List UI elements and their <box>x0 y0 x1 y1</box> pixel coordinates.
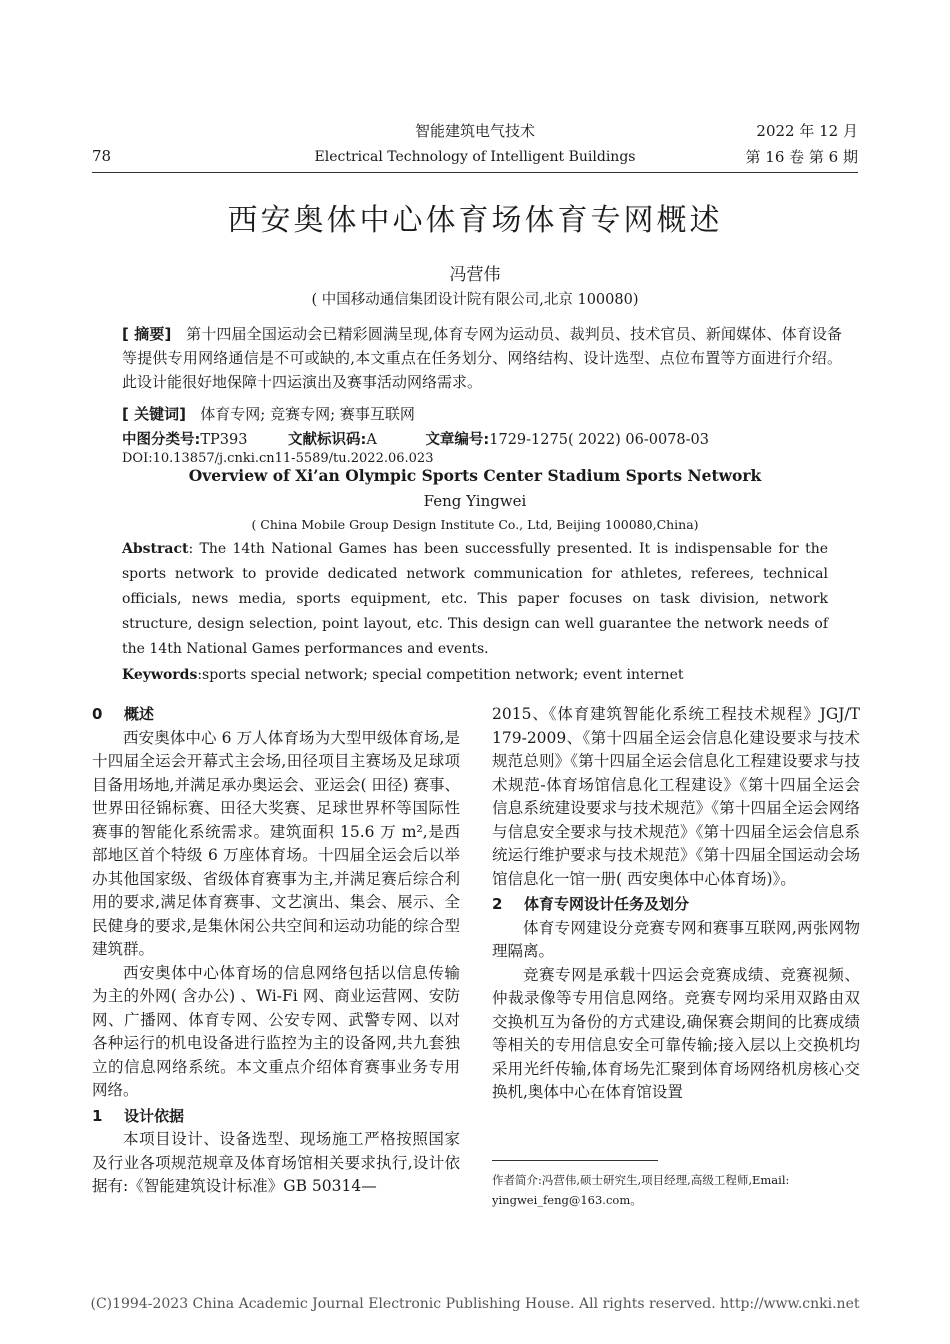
abstract-en <box>122 537 828 662</box>
page-number: 78 <box>92 147 112 165</box>
section-1-continued: 2015、《体育建筑智能化系统工程技术规程》JGJ/T 179-2009、《第十四届全运会信息化建设要求与技术规范总则》《第十四届全运会信息化工程建设要求与技术规范-体育场馆信息化工程建设》《第十四届全运会信息系统建设要求与技术规范》《第十四届全运会网络与信息安全要求与技术规范》《第十四届全运会信息系统运行维护要求与技术规范》《第十四届全国运动会场馆信息化一馆一册( 西安奥体中心体育场)》。 <box>492 705 860 888</box>
paper-title: 西安奥体中心体育场体育专网概述 <box>227 203 723 238</box>
keywords-en-text: :sports special network; special competition network; event internet <box>197 667 684 683</box>
copyright-notice: (C)1994-2023 China Academic Journal Electronic Publishing House. All rights reserved. http://www.cnki.net <box>90 1296 860 1312</box>
journal-title-en: Electrical Technology of Intelligent Buildings <box>314 149 636 165</box>
abstract-en-text: : The 14th National Games has been successfully presented. It is indispensable for the sports network to provide dedicated network communication for athletes, referees, technical officials, news media, sports equipment, etc. This paper focuses on task division, network structure, design selection, point layout, etc. This design can well guarantee the network needs of the 14th National Games performances and events. <box>122 541 828 657</box>
abstract-en-label: Abstract <box>122 541 189 557</box>
section-2-paragraph-1: 体育专网建设分竞赛专网和赛事互联网,两张网物理隔离。 <box>492 918 860 960</box>
keywords-cn <box>122 402 842 426</box>
doi: DOI:10.13857/j.cnki.cn11-5589/tu.2022.06.023 <box>122 451 434 466</box>
issue-volume: 第 16 卷 第 6 期 <box>745 148 858 166</box>
left-column <box>92 703 460 1199</box>
keywords-en <box>122 663 828 688</box>
footnote-rule <box>492 1160 658 1161</box>
classification-line <box>122 428 709 449</box>
header-rule <box>92 172 858 173</box>
article-number-value: 1729-1275( 2022) 06-0078-03 <box>489 432 709 448</box>
clc-label: 中图分类号: <box>122 432 201 448</box>
section-0-paragraph-1: 西安奥体中心 6 万人体育场为大型甲级体育场,是十四届全运会开幕式主会场,田径项目主赛场及足球项目备用场地,并满足承办奥运会、亚运会( 田径) 赛事、世界田径锦标赛、田径大奖赛、足球世界杯等国际性赛事的智能化系统需求。建筑面积 15.6 万 m²,是西部地区首个特级 6 万座体育场。十四届全运会后以举办其他国家级、省级体育赛事为主,并满足赛后综合利用的要求,满足体育赛事、文艺演出、集会、展示、全民健身的要求,是集休闲公共空间和运动功能的综合型建筑群。 <box>92 728 460 958</box>
doc-code-value: A <box>366 432 377 448</box>
section-1-heading: 1 设计依据 <box>92 1106 185 1125</box>
keywords-cn-text: 体育专网; 竞赛专网; 赛事互联网 <box>200 405 415 423</box>
author-name: 冯营伟 <box>449 265 501 285</box>
abstract-cn-text: 第十四届全国运动会已精彩圆满呈现,体育专网为运动员、裁判员、技术官员、新闻媒体、体育设备等提供专用网络通信是不可或缺的,本文重点在任务划分、网络结构、设计选型、点位布置等方面进行介绍。此设计能很好地保障十四运演出及赛事活动网络需求。 <box>122 325 842 391</box>
keywords-en-label: Keywords <box>122 667 198 683</box>
article-number-label: 文章编号: <box>425 432 490 448</box>
abstract-cn-label: [ 摘要] <box>122 325 172 343</box>
author-footnote: 作者简介:冯营伟,硕士研究生,项目经理,高级工程师,Email: yingwei_feng@163.com。 <box>492 1173 790 1207</box>
right-column <box>492 703 860 1105</box>
section-0-paragraph-2: 西安奥体中心体育场的信息网络包括以信息传输为主的外网( 含办公) 、Wi-Fi 网、商业运营网、安防网、广播网、体育专网、公安专网、武警专网、以对各种运行的机电设备进行监控为主的设备网,共九套独立的信息网络系统。本文重点介绍体育赛事业务专用网络。 <box>92 963 460 1099</box>
abstract-cn <box>122 322 842 394</box>
clc-value: TP393 <box>200 432 248 448</box>
author-affiliation: ( 中国移动通信集团设计院有限公司,北京 100080) <box>311 292 639 308</box>
author-affiliation-en: ( China Mobile Group Design Institute Co., Ltd, Beijing 100080,China) <box>251 517 699 532</box>
section-0-heading: 0 概述 <box>92 705 155 723</box>
author-name-en: Feng Yingwei <box>423 492 527 510</box>
keywords-cn-label: [ 关键词] <box>122 405 186 423</box>
section-2-paragraph-2: 竞赛专网是承载十四运会竞赛成绩、竞赛视频、仲裁录像等专用信息网络。竞赛专网均采用双路由双交换机互为备份的方式建设,确保赛会期间的比赛成绩等相关的专用信息安全可靠传输;接入层以上交换机均采用光纤传输,体育场先汇聚到体育场网络机房核心交换机,奥体中心在体育馆设置 <box>492 965 860 1101</box>
doc-code-label: 文献标识码: <box>288 432 367 448</box>
paper-title-en: Overview of Xi’an Olympic Sports Center Stadium Sports Network <box>188 466 762 485</box>
journal-title-cn: 智能建筑电气技术 <box>414 122 535 140</box>
issue-date: 2022 年 12 月 <box>756 122 858 140</box>
section-2-heading: 2 体育专网设计任务及划分 <box>492 895 690 913</box>
section-1-paragraph-1: 本项目设计、设备选型、现场施工严格按照国家及行业各项规范规章及体育场馆相关要求执行,设计依据有:《智能建筑设计标准》GB 50314— <box>92 1130 460 1195</box>
